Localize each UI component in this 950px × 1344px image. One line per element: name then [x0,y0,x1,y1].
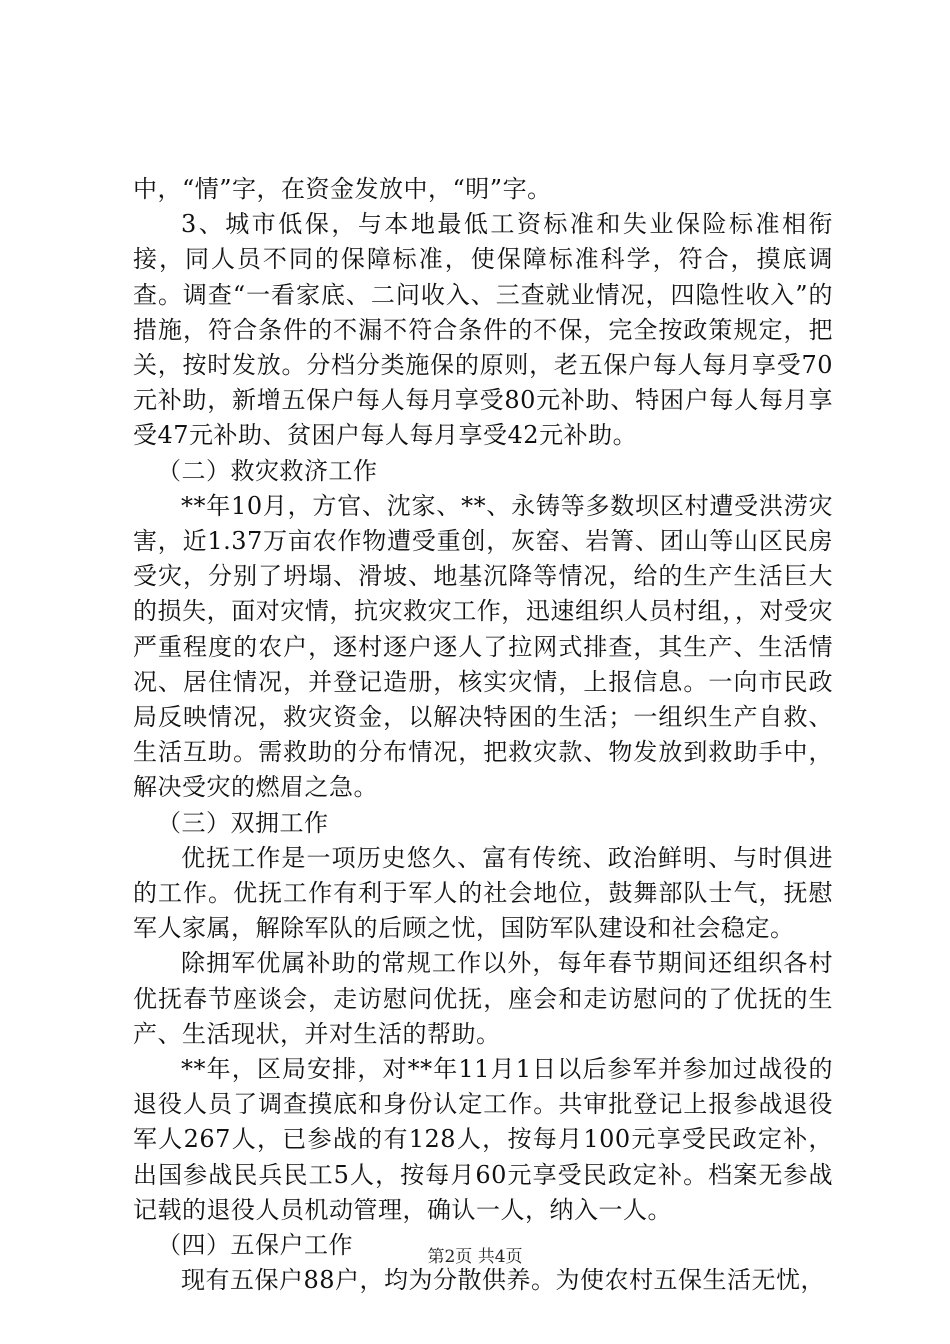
paragraph-preferential-care: 优抚工作是一项历史悠久、富有传统、政治鲜明、与时俱进的工作。优抚工作有利于军人的社会地位，鼓舞部队士气，抚慰军人家属，解除军队的后顾之忧，国防军队建设和社会稳定。 [133,843,833,943]
paragraph-military-support: 除拥军优属补助的常规工作以外，每年春节期间还组织各村优抚春节座谈会，走访慰问优抚，座会和走访慰问的了优抚的生产、生活现状，并对生活的帮助。 [133,949,833,1048]
paragraph-disaster-relief: **年10月，方官、沈家、**、永铸等多数坝区村遭受洪涝灾害，近1.37万亩农作物遭受重创，灰窑、岩箐、团山等山区民房受灾，分别了坍塌、滑坡、地基沉降等情况，给的生产生活巨大的损失，面对灾情，抗灾救灾工作，迅速组织人员村组，，对受灾严重程度的农户，逐村逐户逐人了拉网式排查，其生产、生活情况、居住情况，并登记造册，核实灾情，上报信息。一向市民政局反映情况，救灾资金，以解决特困的生活；一组织生产自救、生活互助。需救助的分布情况，把救灾款、物发放到救助手中，解决受灾的燃眉之急。 [133,491,833,802]
section-heading-disaster-relief: （二）救灾救济工作 [157,456,378,485]
document-body [133,172,833,1299]
page-number-footer: 第2页 共4页 [427,1247,523,1267]
paragraph-continuation: 中，“情”字，在资金发放中，“明”字。 [133,175,552,203]
paragraph-urban-subsistence: 3、城市低保，与本地最低工资标准和失业保险标准相衔接，同人员不同的保障标准，使保障标准科学，符合，摸底调查。调查“一看家底、二问收入、三查就业情况，四隐性收入”的措施，符合条件的不漏不符合条件的不保，完全按政策规定，把关，按时发放。分档分类施保的原则，老五保户每人每月享受70元补助，新增五保户每人每月享受80元补助、特困户每人每月享受47元补助、贫困户每人每月享受42元补助。 [133,210,833,450]
section-heading-five-guarantees: （四）五保户工作 [157,1231,353,1260]
section-heading-dual-support: （三）双拥工作 [157,808,329,837]
paragraph-veterans: **年，区局安排，对**年11月1日以后参军并参加过战役的退役人员了调查摸底和身份认定工作。共审批登记上报参战退役军人267人，已参战的有128人，按每月100元享受民政定补，出国参战民兵民工5人，按每月60元享受民政定补。档案无参战记载的退役人员机动管理，确认一人，纳入一人。 [133,1055,833,1224]
paragraph-five-guarantees: 现有五保户88户，均为分散供养。为使农村五保生活无忧， [181,1266,826,1295]
